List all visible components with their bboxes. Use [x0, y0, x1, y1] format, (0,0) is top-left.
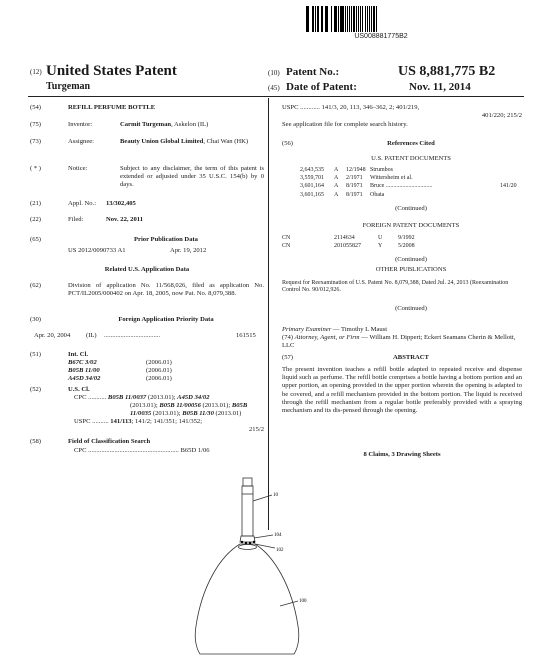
code-65: (65): [30, 236, 41, 243]
us-doc-name: Bruce ...............................: [370, 183, 433, 190]
foreign-priority-heading: Foreign Application Priority Data: [118, 316, 214, 323]
code-30: (30): [30, 316, 41, 323]
bottle-neck: [242, 486, 253, 536]
attorney: (74) Attorney, Agent, or Firm — William H. Dippert; Eckert Seamans Cherin & Mellott, LLC: [282, 334, 516, 350]
label-100: 100: [299, 599, 307, 604]
abstract-text: The present invention teaches a refill bottle adapted to repeated receive and dispense liquid such as perfume. The refill bottle comprises a bottle having a bottom portion and an upper portion, an opening provided in the upper portion wherein the opening is adapted to be covered, and a refill mechanism provided in the bottom portion. The liquid is received through the refill mechanism from a regular bottle preferably provided with a spraying mechanism and its dis-pensed through the opening.: [282, 366, 522, 415]
priority-country: (IL): [86, 332, 97, 339]
barcode: [306, 6, 456, 32]
foreign-docs-heading: FOREIGN PATENT DOCUMENTS: [362, 222, 460, 229]
header-rule: [28, 96, 524, 97]
code-54: (54): [30, 104, 41, 111]
foreign-doc-date: 9/1992: [398, 235, 415, 241]
assignee-label: Assignee:: [68, 138, 95, 145]
int-cl-heading: Int. Cl.: [68, 351, 88, 358]
bottle-cap: [243, 478, 252, 486]
us-doc-kind: A: [334, 183, 339, 190]
label-102: 102: [276, 548, 284, 553]
continued-label: (Continued): [395, 256, 427, 263]
us-doc-kind: A: [334, 175, 339, 182]
foreign-doc-date: 5/2008: [398, 243, 415, 250]
filed-label: Filed:: [68, 216, 84, 223]
appl-no-label: Appl. No.:: [68, 200, 97, 207]
right-uspc-line-2: 401/220; 215/2: [481, 112, 522, 119]
us-doc-num: 3,601,164: [300, 183, 324, 190]
code-notice: ( * ): [30, 165, 41, 172]
foreign-doc-kind: U: [378, 235, 383, 241]
cpc-line-3: 11/0035 (2013.01); B05B 11/30 (2013.01): [130, 410, 242, 417]
us-cl-heading: U.S. Cl.: [68, 386, 90, 393]
continued-label: (Continued): [395, 205, 427, 212]
int-cl-class: B67C 3/02: [68, 359, 97, 366]
assignee-value: Beauty Union Global Limited, Chai Wan (HK): [120, 138, 249, 145]
primary-examiner: Primary Examiner — Timothy L Maust: [282, 326, 388, 333]
bottle-body: [195, 544, 299, 654]
references-heading: References Cited: [387, 140, 435, 147]
cpc-line-1: CPC ........... B05B 11/0037 (2013.01); A45D 34/02: [74, 394, 210, 401]
patent-no-label: Patent No.:: [286, 66, 340, 78]
prior-pub-number: US 2012/0090733 A1: [68, 247, 126, 254]
us-doc-name: Obata: [370, 191, 385, 198]
uspc-line-1: USPC .......... 141/113; 141/2; 141/351; 141/352;: [74, 418, 203, 425]
inventor-surname: Turgeman: [46, 81, 91, 92]
us-doc-cls: 141/20: [500, 183, 517, 190]
us-doc-date: 8/1971: [346, 183, 363, 190]
foreign-doc-num: 2114634: [334, 235, 355, 241]
field-search-heading: Field of Classification Search: [68, 438, 151, 445]
priority-number: 161515: [236, 332, 256, 339]
leader-line: [280, 601, 298, 606]
cpc-line-2: (2013.01); B05B 11/00056 (2013.01); B05B: [130, 402, 248, 409]
int-cl-version: (2006.01): [146, 367, 172, 374]
appl-no-value: 13/302,405: [106, 200, 136, 207]
prior-pub-date: Apr. 19, 2012: [170, 247, 207, 254]
foreign-doc-kind: Y: [378, 243, 383, 250]
patent-title: United States Patent: [46, 63, 177, 79]
notice-label: Notice:: [68, 165, 88, 172]
other-publications-heading: OTHER PUBLICATIONS: [375, 266, 447, 273]
us-doc-name: Strumbos: [370, 167, 394, 173]
code-21: (21): [30, 200, 41, 207]
code-52: (52): [30, 386, 41, 393]
notice-text: Subject to any disclaimer, the term of this patent is extended or adjusted under 35 U.S.C. 154(b) by 0 days.: [120, 165, 264, 189]
us-doc-kind: A: [334, 167, 339, 173]
code-51: (51): [30, 351, 41, 358]
date-label: Date of Patent:: [286, 81, 357, 93]
right-uspc-line-1: USPC ............ 141/3, 20, 113, 346–362, 2; 401/219,: [282, 104, 420, 111]
foreign-doc-country: CN: [282, 243, 291, 250]
prior-pub-heading: Prior Publication Data: [134, 236, 198, 243]
us-doc-num: 3,601,165: [300, 191, 324, 198]
code-57: (57): [282, 354, 293, 361]
us-doc-num: 2,643,535: [300, 167, 324, 173]
abstract-heading: ABSTRACT: [393, 354, 429, 361]
code-12: (12): [30, 68, 42, 76]
bottle-figure: [180, 466, 370, 658]
us-doc-num: 3,559,701: [300, 175, 324, 182]
us-doc-date: 2/1971: [346, 175, 363, 182]
claims-line: 8 Claims, 3 Drawing Sheets: [363, 451, 441, 458]
priority-dots: ..................................: [104, 332, 161, 339]
us-doc-kind: A: [334, 191, 339, 198]
continued-label: (Continued): [395, 305, 427, 312]
code-75: (75): [30, 121, 41, 128]
code-58: (58): [30, 438, 41, 445]
patent-date: Nov. 11, 2014: [409, 81, 471, 93]
leader-line: [254, 535, 273, 538]
us-docs-heading: U.S. PATENT DOCUMENTS: [371, 155, 451, 162]
related-heading: Related U.S. Application Data: [104, 266, 190, 273]
code-22: (22): [30, 216, 41, 223]
filed-value: Nov. 22, 2011: [106, 216, 144, 223]
other-publications-text: Request for Reexamination of U.S. Patent No. 8,079,388, Dated Jul. 24, 2013 (Reexamination Control No. 90/012,926.: [282, 280, 509, 294]
see-application: See application file for complete search history.: [282, 121, 408, 128]
int-cl-version: (2006.01): [146, 359, 172, 366]
leader-line: [253, 495, 272, 501]
code-10: (10): [268, 69, 280, 77]
patent-number: US 8,881,775 B2: [398, 64, 496, 79]
us-doc-date: 12/1948: [346, 167, 366, 173]
code-56: (56): [282, 140, 293, 147]
field-search-cpc: CPC ....................................................... B65D 1/06: [74, 447, 210, 454]
us-doc-name: Wittersheim et al.: [370, 175, 413, 182]
priority-date: Apr. 20, 2004: [34, 332, 71, 339]
label-104: 104: [274, 533, 282, 538]
code-45: (45): [268, 84, 280, 92]
uspc-line-2: 215/2: [248, 426, 264, 433]
barcode-number: US008881775B2: [354, 33, 408, 40]
code-73: (73): [30, 138, 41, 145]
foreign-doc-num: 201055827: [334, 243, 361, 250]
inventor-label: Inventor:: [68, 121, 93, 128]
foreign-doc-country: CN: [282, 235, 291, 241]
int-cl-class: A45D 34/02: [68, 375, 101, 382]
us-doc-date: 8/1971: [346, 191, 363, 198]
patent-name: REFILL PERFUME BOTTLE: [68, 104, 156, 111]
int-cl-version: (2006.01): [146, 375, 172, 382]
division-text: Division of application No. 11/568,026, filed as application No. PCT/IL2005/000402 on Apr. 18, 2005, now Pat. No. 8,079,388.: [68, 282, 264, 298]
label-10: 10: [273, 493, 278, 498]
int-cl-class: B05B 11/00: [68, 367, 100, 374]
inventor-value: Carmit Turgeman, Askelon (IL): [120, 121, 209, 128]
code-62: (62): [30, 282, 41, 289]
